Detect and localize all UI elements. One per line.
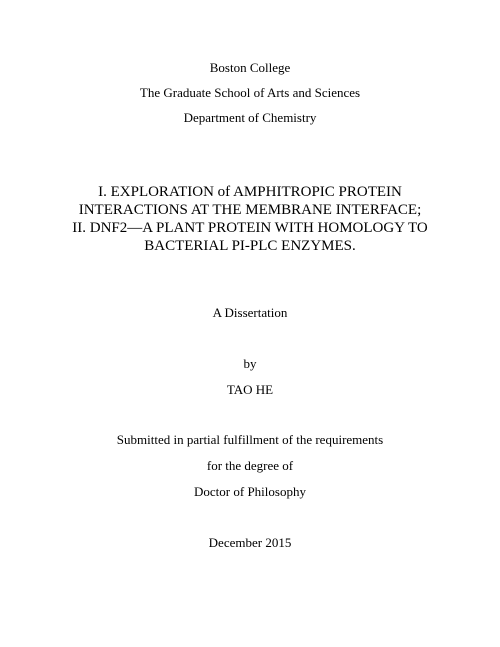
submission-statement: Submitted in partial fulfillment of the requirements [116, 432, 384, 447]
graduate-school-name: The Graduate School of Arts and Sciences [139, 85, 361, 100]
title-line-2: INTERACTIONS AT THE MEMBRANE INTERFACE; [78, 202, 422, 218]
title-line-1: I. EXPLORATION of AMPHITROPIC PROTEIN [98, 184, 402, 200]
author-name: TAO HE [226, 382, 274, 397]
department-name: Department of Chemistry [183, 110, 317, 125]
document-type: A Dissertation [212, 305, 288, 320]
degree-name: Doctor of Philosophy [194, 484, 306, 499]
institution-name: Boston College [209, 60, 291, 75]
submission-date: December 2015 [208, 535, 292, 550]
title-line-4: BACTERIAL PI-PLC ENZYMES. [144, 238, 356, 254]
degree-intro: for the degree of [206, 458, 294, 473]
title-line-3: II. DNF2—A PLANT PROTEIN WITH HOMOLOGY TO [72, 220, 428, 236]
by-label: by [243, 356, 257, 371]
